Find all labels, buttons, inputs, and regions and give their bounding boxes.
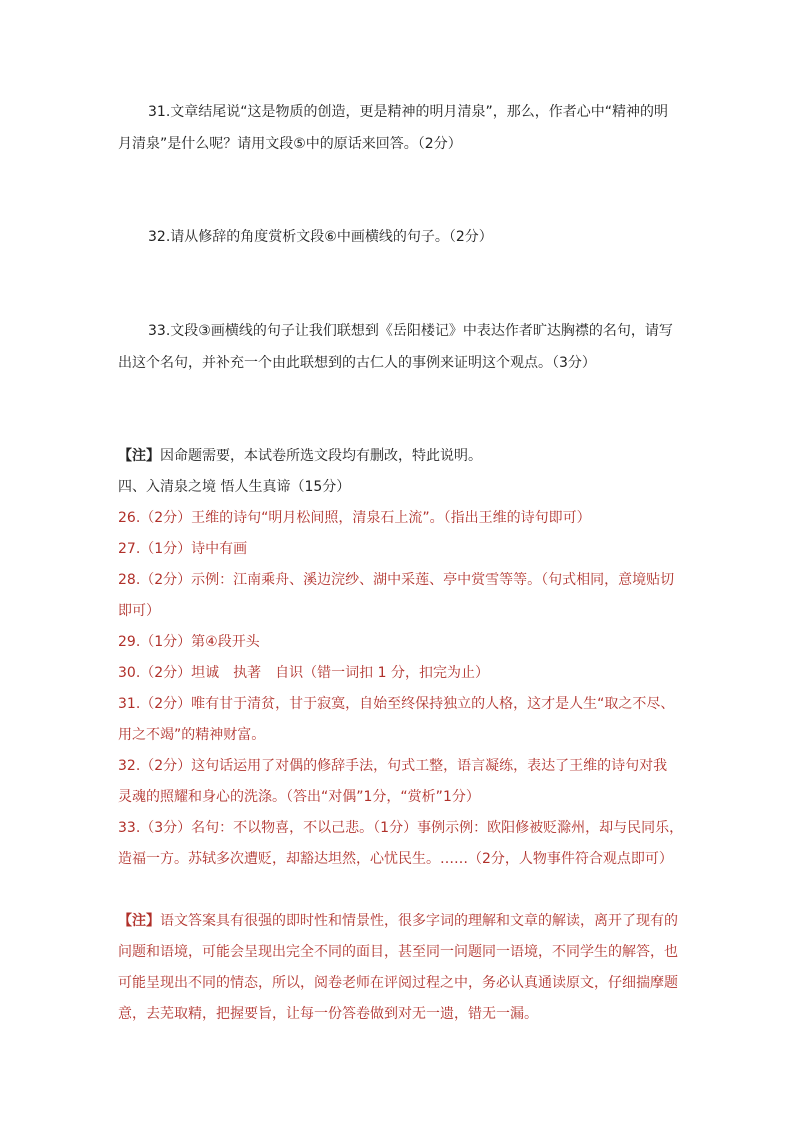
note-2-line-2: 问题和语境，可能会呈现出完全不同的面目，甚至同一问题同一语境，不同学生的解答，也 bbox=[118, 944, 678, 960]
answer-33-line-1: 33.（3分）名句：不以物喜，不以己悲。（1分）事例示例：欧阳修被贬滁州，却与民同乐， bbox=[118, 820, 684, 836]
section-title: 四、入清泉之境 悟人生真谛（15分） bbox=[118, 479, 351, 495]
note-2-line-4: 意，去芜取精，把握要旨，让每一份答卷做到对无一遗，错无一漏。 bbox=[118, 1006, 538, 1022]
answer-29: 29.（1分）第④段开头 bbox=[118, 634, 260, 650]
answer-31-line-1-b: “取之不尽、 bbox=[597, 696, 675, 712]
answer-30: 30.（2分）坦诚 执著 自识（错一词扣 1 分，扣完为止） bbox=[118, 665, 489, 681]
question-32-line-1: 32.请从修辞的角度赏析文段⑥中画横线的句子。（2分） bbox=[148, 229, 493, 245]
answer-32-line-1: 32.（2分）这句话运用了对偶的修辞手法，句式工整，语言凝练，表达了王维的诗句对我 bbox=[118, 758, 668, 774]
question-33-line-2: 出这个名句，并补充一个由此联想到的古仁人的事例来证明这个观点。（3分） bbox=[118, 355, 596, 371]
answer-32-line-2 bbox=[118, 787, 480, 807]
note-1-text: 因命题需要，本试卷所选文段均有删改，特此说明。 bbox=[160, 448, 482, 464]
answer-26: 26.（2分）王维的诗句“明月松间照，清泉石上流”。（指出王维的诗句即可） bbox=[118, 510, 591, 526]
answer-32-line-2-c: 1分） bbox=[442, 789, 480, 805]
question-31-line-1: 31.文章结尾说“这是物质的创造，更是精神的明月清泉”，那么，作者心中“精神的明 bbox=[148, 104, 669, 120]
note-2-tag: 【注】 bbox=[118, 913, 160, 929]
question-33-line-1: 33.文段③画横线的句子让我们联想到《岳阳楼记》中表达作者旷达胸襟的名句，请写 bbox=[148, 323, 673, 339]
answer-28-line-2: 即可） bbox=[118, 603, 160, 619]
question-31-line-2: 月清泉”是什么呢？请用文段⑤中的原话来回答。（2分） bbox=[118, 136, 462, 152]
answer-31-line-1-a: 31.（2分）唯有甘于清贫，甘于寂寞，自始至终保持独立的人格，这才是人生 bbox=[118, 696, 598, 712]
answer-28-line-1: 28.（2分）示例：江南乘舟、溪边浣纱、湖中采莲、亭中赏雪等等。（句式相同，意境贴切 bbox=[118, 572, 675, 588]
note-2-text-1: 语文答案具有很强的即时性和情景性，很多字词的理解和文章的解读，离开了现有的 bbox=[160, 913, 678, 929]
answer-31-line-2: 用之不竭”的精神财富。 bbox=[118, 727, 266, 743]
note-1 bbox=[118, 446, 482, 466]
note-1-tag: 【注】 bbox=[118, 448, 160, 464]
answer-32-line-2-a: 灵魂的照耀和身心的洗涤。（答出“对偶”1分， bbox=[118, 789, 401, 805]
note-2-line-3: 可能呈现出不同的情态，所以，阅卷老师在评阅过程之中，务必认真通读原文，仔细揣摩题 bbox=[118, 975, 678, 991]
answer-32-line-2-b: “赏析” bbox=[400, 789, 443, 805]
answer-33-line-2: 造福一方。苏轼多次遭贬，却豁达坦然，心忧民生。……（2分，人物事件符合观点即可） bbox=[118, 851, 673, 867]
answer-31-line-1 bbox=[118, 694, 674, 714]
note-2-line-1 bbox=[118, 911, 678, 931]
answer-27: 27.（1分）诗中有画 bbox=[118, 541, 248, 557]
